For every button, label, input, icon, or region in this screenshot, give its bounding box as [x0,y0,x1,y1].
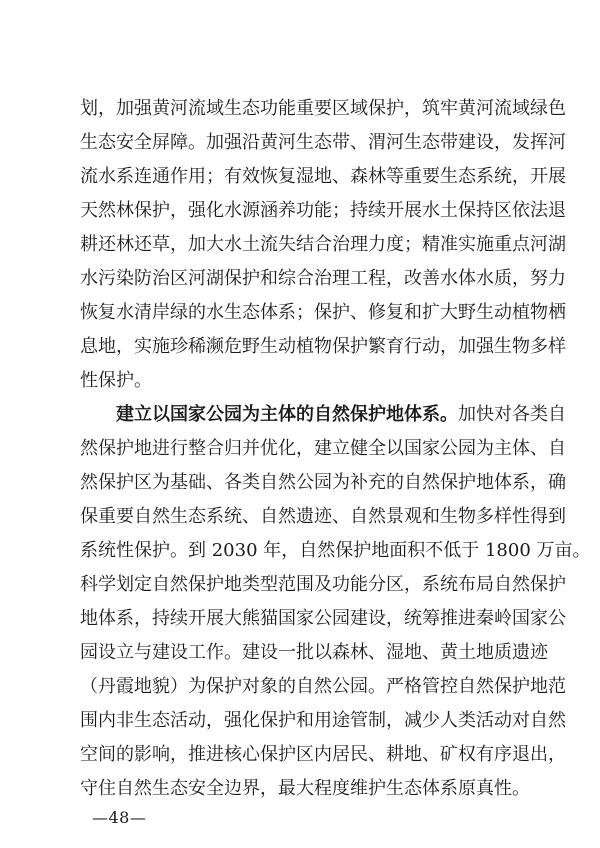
paragraph-1-line-4: 天然林保护，强化水源涵养功能；持续开展水土保持区依法退 [80,200,566,221]
paragraph-2-line-12: 守住自然生态安全边界，最大程度维护生态体系原真性。 [80,778,530,799]
paragraph-2-line-11: 空间的影响，推进核心保护区内居民、耕地、矿权有序退出， [80,744,566,765]
section-heading: 建立以国家公园为主体的自然保护地体系。 [116,404,458,425]
page-number: —48— [92,808,147,827]
paragraph-2-line-4: 保重要自然生态系统、自然遗迹、自然景观和生物多样性得到 [80,506,566,527]
paragraph-2-line-1-text: 加快对各类自 [458,404,566,425]
paragraph-1-line-9: 性保护。 [80,370,152,391]
paragraph-1-line-7: 恢复水清岸绿的水生态体系；保护、修复和扩大野生动植物栖 [80,302,566,323]
paragraph-2-line-8: 园设立与建设工作。建设一批以森林、湿地、黄土地质遗迹 [80,642,548,663]
paragraph-2-line-10: 围内非生态活动，强化保护和用途管制，减少人类活动对自然 [80,710,566,731]
paragraph-1-line-1: 划，加强黄河流域生态功能重要区域保护，筑牢黄河流域绿色 [80,98,566,119]
paragraph-2-line-1 [116,400,566,430]
paragraph-2-line-2: 然保护地进行整合归并优化，建立健全以国家公园为主体、自 [80,438,566,459]
paragraph-1-line-6: 水污染防治区河湖保护和综合治理工程，改善水体水质，努力 [80,268,566,289]
paragraph-2-line-6: 科学划定自然保护地类型范围及功能分区，系统布局自然保护 [80,574,566,595]
paragraph-1-line-3: 流水系连通作用；有效恢复湿地、森林等重要生态系统，开展 [80,166,566,187]
paragraph-2-line-5: 系统性保护。到 2030 年，自然保护地面积不低于 1800 万亩。 [80,540,591,561]
paragraph-2-line-7: 地体系，持续开展大熊猫国家公园建设，统筹推进秦岭国家公 [80,608,566,629]
paragraph-2-line-9: （丹霞地貌）为保护对象的自然公园。严格管控自然保护地范 [80,676,566,697]
paragraph-1-line-8: 息地，实施珍稀濒危野生动植物保护繁育行动，加强生物多样 [80,336,566,357]
paragraph-1-line-5: 耕还林还草，加大水土流失结合治理力度；精准实施重点河湖 [80,234,566,255]
paragraph-2-line-3: 然保护区为基础、各类自然公园为补充的自然保护地体系，确 [80,472,566,493]
paragraph-1-line-2: 生态安全屏障。加强沿黄河生态带、渭河生态带建设，发挥河 [80,132,566,153]
